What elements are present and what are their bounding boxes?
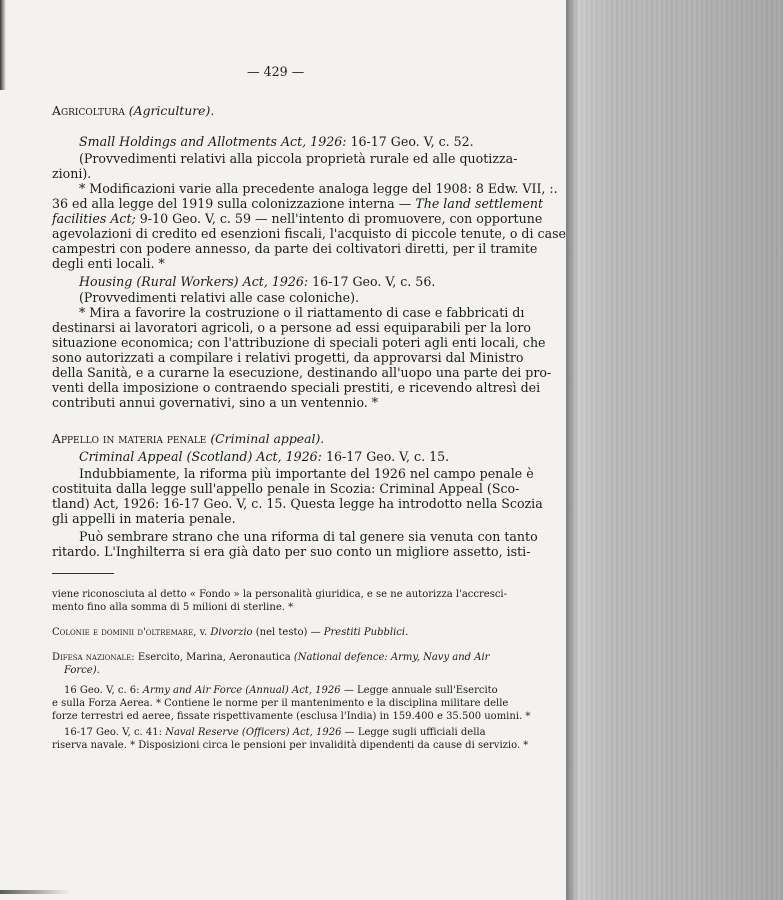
paragraph-line: tland) Act, 1926: 16-17 Geo. V, c. 15. Questa legge ha introdotto nella Scozia	[52, 496, 543, 511]
act-title-paren: (Rural Workers)	[136, 274, 239, 289]
act-ref: 16-17 Geo. V, c. 56.	[312, 274, 436, 289]
footnote-line: forze terrestri ed aeree, fissate rispettivamente (esclusa l'India) in 159.400 e 35.500 uomini. *	[52, 711, 531, 722]
act-heading-small-holdings	[79, 136, 474, 149]
act-title: Act, 1926:	[256, 449, 322, 464]
act-ref: 16-17 Geo. V, c. 52.	[350, 134, 474, 149]
act-heading-housing	[79, 276, 435, 289]
gutter-shadow	[566, 0, 578, 900]
act-title: Criminal Appeal	[79, 449, 183, 464]
paragraph-line: agevolazioni di credito ed esenzioni fiscali, l'acquisto di piccole tenute, o di case	[52, 226, 566, 241]
text-segment: (nel testo) —	[255, 627, 321, 638]
paragraph-line: situazione economica; con l'attribuzione di speciali poteri agli enti locali, che	[52, 335, 546, 350]
book-gutter	[566, 0, 783, 900]
paragraph-line: destinarsi ai lavoratori agricoli, o a persone ad essi equiparabili per la loro	[52, 320, 531, 335]
paragraph-line: (Provvedimenti relativi alla piccola proprietà rurale ed alle quotizza-	[79, 151, 518, 166]
paragraph-line: * Modificazioni varie alla precedente analoga legge del 1908: 8 Edw. VII, :.	[79, 181, 558, 196]
footnote-colonie	[52, 628, 408, 638]
paragraph-line: Può sembrare strano che una riforma di tal genere sia venuta con tanto	[79, 529, 538, 544]
paragraph-line: della Sanità, e a curarne la esecuzione, destinando all'uopo una parte dei pro-	[52, 365, 552, 380]
footnote-line: viene riconosciuta al detto « Fondo » la personalità giuridica, e se ne autorizza l'accresci-	[52, 589, 507, 600]
text-segment: — Legge sugli ufficiali della	[344, 727, 486, 738]
section-title-en: (Agriculture).	[128, 103, 215, 118]
act-title-inline: facilities Act;	[52, 211, 136, 226]
footnote-line: Force).	[64, 665, 100, 676]
footnote-line: e sulla Forza Aerea. * Contiene le norme per il mantenimento e la disciplina militare delle	[52, 698, 509, 709]
act-title: Housing	[79, 274, 133, 289]
footnote-head: Colonie e dominii d'oltremare,	[52, 627, 197, 638]
scan-smudge	[0, 890, 70, 894]
text-segment: (National defence: Army, Navy and Air	[293, 652, 490, 663]
act-heading-criminal-appeal	[79, 451, 449, 464]
act-title: Army and Air Force (Annual) Act, 1926	[142, 685, 341, 696]
paragraph-line: (Provvedimenti relativi alle case coloniche).	[79, 290, 360, 305]
text-segment: 16-17 Geo. V, c. 41:	[64, 727, 162, 738]
act-title: Small Holdings and Allotments Act, 1926:	[79, 134, 347, 149]
act-title-paren: (Scotland)	[186, 449, 253, 464]
footnote-head: Difesa nazionale:	[52, 652, 135, 663]
paragraph-line: sono autorizzati a compilare i relativi progetti, da approvarsi dal Ministro	[52, 350, 524, 365]
paragraph-line: gli appelli in materia penale.	[52, 511, 236, 526]
text-segment: 36 ed alla legge del 1919 sulla colonizzazione interna —	[52, 196, 412, 211]
footnote-army	[64, 686, 498, 696]
paragraph-line: campestri con podere annesso, da parte dei coltivatori diretti, per il tramite	[52, 241, 538, 256]
section-title-en: (Criminal appeal).	[210, 431, 325, 446]
paragraph-line: Indubbiamente, la riforma più importante del 1926 nel campo penale è	[79, 466, 534, 481]
paragraph-line: * Mira a favorire la costruzione o il riattamento di case e fabbricati dı	[79, 305, 525, 320]
paragraph-line: degli enti locali. *	[52, 256, 165, 271]
act-title: Naval Reserve (Officers) Act, 1926	[165, 727, 342, 738]
footnote-naval	[64, 728, 486, 738]
section-heading-agriculture	[52, 105, 214, 117]
text-segment: Esercito, Marina, Aeronautica	[137, 652, 291, 663]
text-segment: v.	[199, 627, 208, 638]
paragraph-line: venti della imposizione o contraendo speciali prestiti, e ricevendo altresì dei	[52, 380, 541, 395]
section-heading-criminal-appeal	[52, 433, 324, 445]
section-title: Appello in materia penale	[52, 431, 207, 446]
footnote-line: mento fino alla somma di 5 milioni di sterline. *	[52, 602, 294, 613]
act-title-inline: The land settlement	[415, 196, 544, 211]
paragraph-line: ritardo. L'Inghilterra si era già dato per suo conto un migliore assetto, isti-	[52, 544, 531, 559]
text-segment: 16 Geo. V, c. 6:	[64, 685, 140, 696]
paragraph-line	[52, 198, 543, 211]
page-number: — 429 —	[247, 64, 305, 79]
paragraph-line: costituita dalla legge sull'appello penale in Scozia: Criminal Appeal (Sco-	[52, 481, 520, 496]
footnote-rule	[52, 573, 114, 574]
paragraph-line: zioni).	[52, 166, 92, 181]
footnote-difesa	[52, 653, 489, 663]
act-ref: 16-17 Geo. V, c. 15.	[325, 449, 450, 464]
act-title: Act, 1926:	[242, 274, 309, 289]
text-segment: — Legge annuale sull'Esercito	[343, 685, 498, 696]
text-segment: Prestiti Pubblici.	[323, 627, 409, 638]
paragraph-line	[52, 213, 542, 226]
text-segment: Divorzio	[210, 627, 253, 638]
page-edge-shadow	[0, 0, 6, 90]
section-title: Agricoltura	[52, 103, 125, 118]
footnote-line: riserva navale. * Disposizioni circa le pensioni per invalidità dipendenti da cause di servizio. *	[52, 740, 529, 751]
paragraph-line: contributi annui governativi, sino a un ventennio. *	[52, 395, 379, 410]
text-segment: 9-10 Geo. V, c. 59 — nell'intento di promuovere, con opportune	[139, 211, 543, 226]
